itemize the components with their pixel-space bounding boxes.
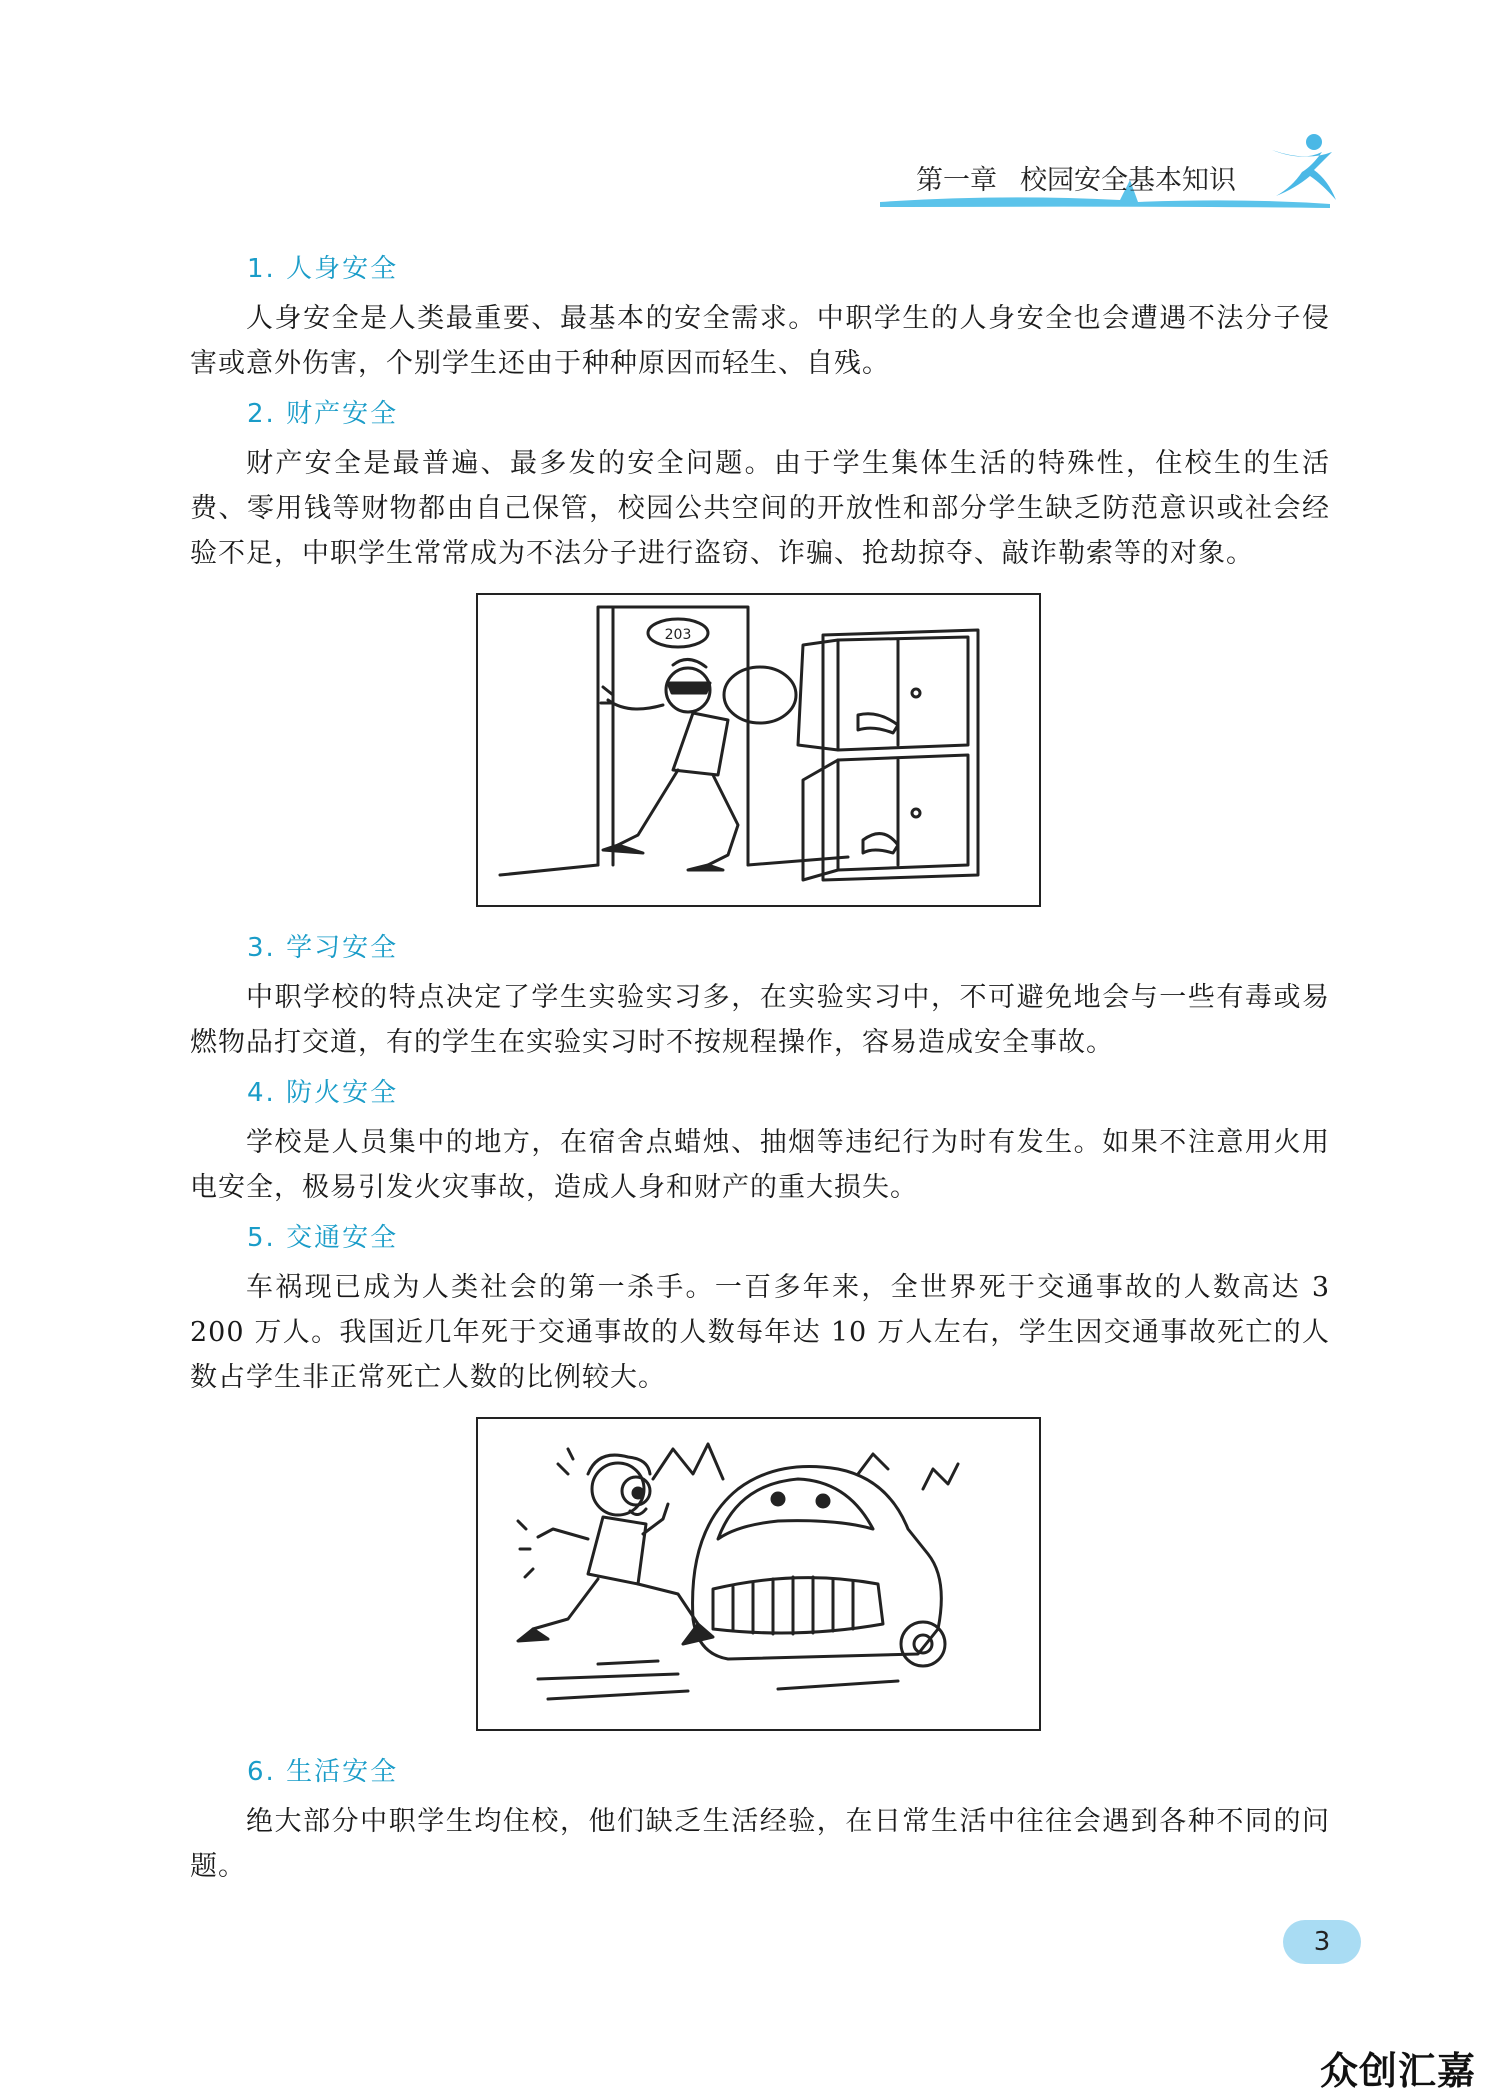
section-paragraph: 车祸现已成为人类社会的第一杀手。一百多年来，全世界死于交通事故的人数高达 3 200 万人。我国近几年死于交通事故的人数每年达 10 万人左右，学生因交通事故死亡的人数占学生非正常死亡人数的比例较大。: [190, 1272, 1330, 1393]
chapter-title: 校园安全基本知识: [1020, 165, 1236, 196]
section-heading-personal-safety: 1. 人身安全: [247, 254, 399, 284]
page-number: 3: [1283, 1920, 1361, 1964]
section-paragraph: 绝大部分中职学生均住校，他们缺乏生活经验，在日常生活中往往会遇到各种不同的问题。: [190, 1806, 1330, 1882]
section-heading-property-safety: 2. 财产安全: [247, 399, 399, 429]
section-heading-traffic-safety: 5. 交通安全: [247, 1223, 399, 1253]
loot-sack: [724, 667, 796, 723]
door-number: 203: [664, 627, 692, 643]
section-paragraph: 学校是人员集中的地方，在宿舍点蜡烛、抽烟等违纪行为时有发生。如果不注意用火用电安全，极易引发火灾事故，造成人身和财产的重大损失。: [190, 1127, 1330, 1203]
section-heading-study-safety: 3. 学习安全: [247, 933, 399, 963]
section-paragraph: 人身安全是人类最重要、最基本的安全需求。中职学生的人身安全也会遭遇不法分子侵害或意外伤害，个别学生还由于种种原因而轻生、自残。: [190, 303, 1330, 379]
running-figure-logo-icon: [1262, 132, 1342, 202]
section-paragraph: 中职学校的特点决定了学生实验实习多，在实验实习中，不可避免地会与一些有毒或易燃物品打交道，有的学生在实验实习时不按规程操作，容易造成安全事故。: [190, 982, 1330, 1058]
chapter-number: 第一章: [916, 165, 997, 196]
section-heading-fire-safety: 4. 防火安全: [247, 1078, 399, 1108]
section-heading-life-safety: 6. 生活安全: [247, 1757, 399, 1787]
car-grill-teeth: [713, 1578, 883, 1633]
figure-traffic-illustration: [476, 1417, 1041, 1731]
section-paragraph: 财产安全是最普遍、最多发的安全问题。由于学生集体生活的特殊性，住校生的生活费、零用钱等财物都由自己保管，校园公共空间的开放性和部分学生缺乏防范意识或社会经验不足，中职学生常常成为不法分子进行盗窃、诈骗、抢劫掠夺、敲诈勒索等的对象。: [190, 448, 1330, 569]
figure-theft-illustration: [476, 593, 1041, 907]
watermark-logo: 众创汇嘉: [1320, 2049, 1477, 2093]
